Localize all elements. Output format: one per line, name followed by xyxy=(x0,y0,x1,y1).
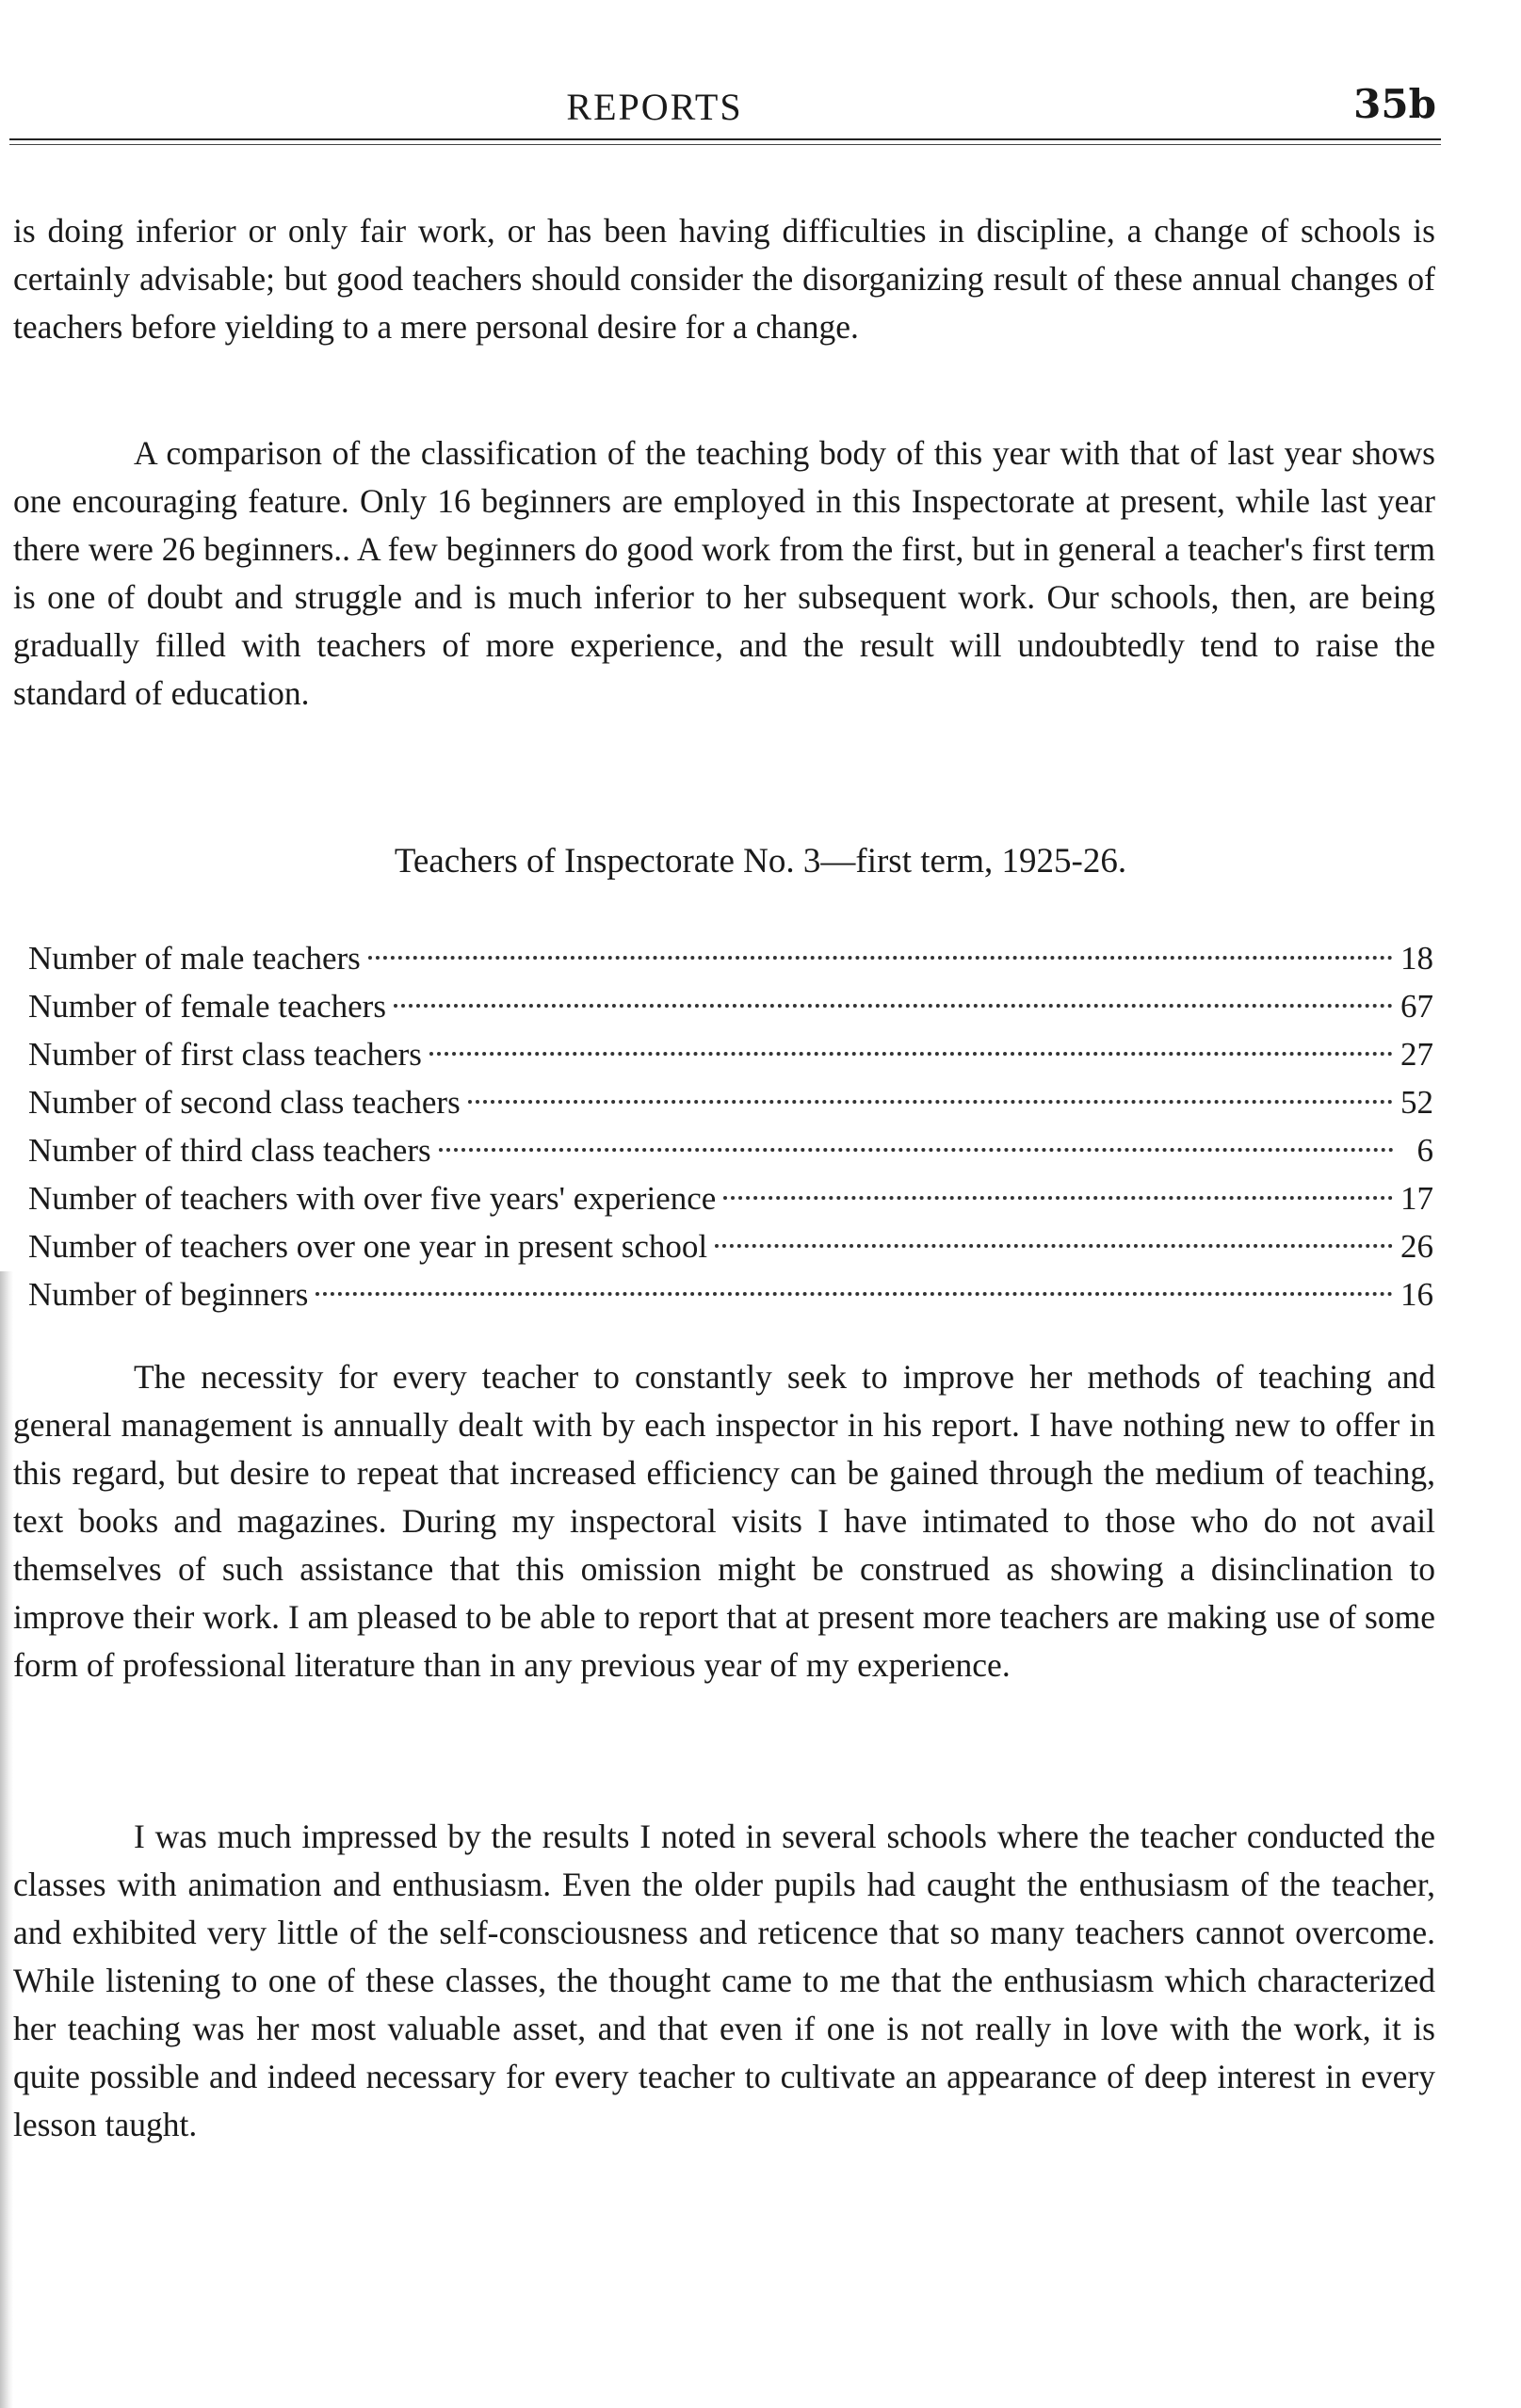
teacher-statistics-list xyxy=(28,934,1433,1318)
paragraph-text: is doing inferior or only fair work, or has been having difficulties in discipline, a change of schools is certainly advisable; but good teachers should consider the disorganizing result of these annual changes of teachers before yielding to a mere personal desire for a change. xyxy=(13,212,1435,346)
statistic-value: 26 xyxy=(1400,1228,1433,1265)
statistic-value: 17 xyxy=(1400,1180,1433,1217)
statistic-row xyxy=(28,1030,1433,1078)
dot-leader xyxy=(368,956,1393,960)
dot-leader xyxy=(715,1244,1393,1248)
statistic-label: Number of second class teachers xyxy=(28,1084,461,1121)
paragraph-continued xyxy=(13,207,1435,351)
statistic-row xyxy=(28,1078,1433,1126)
statistic-row xyxy=(28,1174,1433,1222)
statistic-value: 16 xyxy=(1400,1276,1433,1313)
statistic-label: Number of female teachers xyxy=(28,988,386,1025)
scan-edge-shadow xyxy=(0,1271,13,2408)
paragraph-improvement xyxy=(13,1353,1435,1689)
statistic-value: 6 xyxy=(1416,1132,1433,1169)
statistic-value: 52 xyxy=(1400,1084,1433,1121)
statistic-value: 18 xyxy=(1400,940,1433,977)
paragraph-text: A comparison of the classification of the teaching body of this year with that of last year shows one encouraging feature. Only 16 beginners are employed in this Inspectorate at present, while last year there were 26 beginners.. A few beginners do good work from the first, but in general a teacher's first term is one of doubt and struggle and is much inferior to her subsequent work. Our schools, then, are being gradually filled with teachers of more experience, and the result will undoubtedly tend to raise the standard of education. xyxy=(13,434,1435,712)
statistic-row xyxy=(28,1126,1433,1174)
dot-leader xyxy=(394,1004,1393,1008)
dot-leader xyxy=(723,1196,1393,1200)
statistic-label: Number of first class teachers xyxy=(28,1036,422,1073)
running-head: REPORTS xyxy=(566,86,743,128)
page-number: 35b xyxy=(1353,81,1436,127)
statistic-label: Number of male teachers xyxy=(28,940,361,977)
dot-leader xyxy=(468,1100,1393,1104)
statistic-row xyxy=(28,934,1433,982)
statistic-value: 67 xyxy=(1400,988,1433,1025)
dot-leader xyxy=(429,1052,1393,1056)
paragraph-text: The necessity for every teacher to constantly seek to improve her methods of teaching and general management is annually dealt with by each inspector in his report. I have nothing new to offer in this regard, but desire to repeat that increased efficiency can be gained through the medium of teaching, text books and magazines. During my inspectoral visits I have intimated to those who do not avail themselves of such assistance that this omission might be construed as showing a disinclination to improve their work. I am pleased to be able to report that at present more teachers are making use of some form of professional literature than in any previous year of my experience. xyxy=(13,1358,1435,1684)
table-title: Teachers of Inspectorate No. 3—first term, 1925-26. xyxy=(394,842,1127,881)
dot-leader xyxy=(439,1148,1394,1152)
header-rule xyxy=(9,138,1441,140)
page-header xyxy=(0,75,1521,132)
paragraph-enthusiasm xyxy=(13,1813,1435,2149)
paragraph-text: I was much impressed by the results I noted in several schools where the teacher conducted the classes with animation and enthusiasm. Even the older pupils had caught the enthusiasm of the teacher, and exhibited very little of the self-consciousness and reticence that so many teachers cannot overcome. While listening to one of these classes, the thought came to me that the enthusiasm which characterized her teaching was her most valuable asset, and that even if one is not really in love with the work, it is quite possible and indeed necessary for every teacher to cultivate an appearance of deep interest in every lesson taught. xyxy=(13,1818,1435,2143)
paragraph-comparison xyxy=(13,429,1435,718)
statistic-row xyxy=(28,982,1433,1030)
dot-leader xyxy=(316,1292,1393,1296)
statistic-label: Number of teachers over one year in present school xyxy=(28,1228,708,1265)
statistic-value: 27 xyxy=(1400,1036,1433,1073)
statistic-label: Number of teachers with over five years' experience xyxy=(28,1180,717,1217)
statistic-row xyxy=(28,1270,1433,1318)
statistic-label: Number of third class teachers xyxy=(28,1132,431,1169)
header-rule-thin xyxy=(9,144,1441,145)
statistic-row xyxy=(28,1222,1433,1270)
statistic-label: Number of beginners xyxy=(28,1276,309,1313)
